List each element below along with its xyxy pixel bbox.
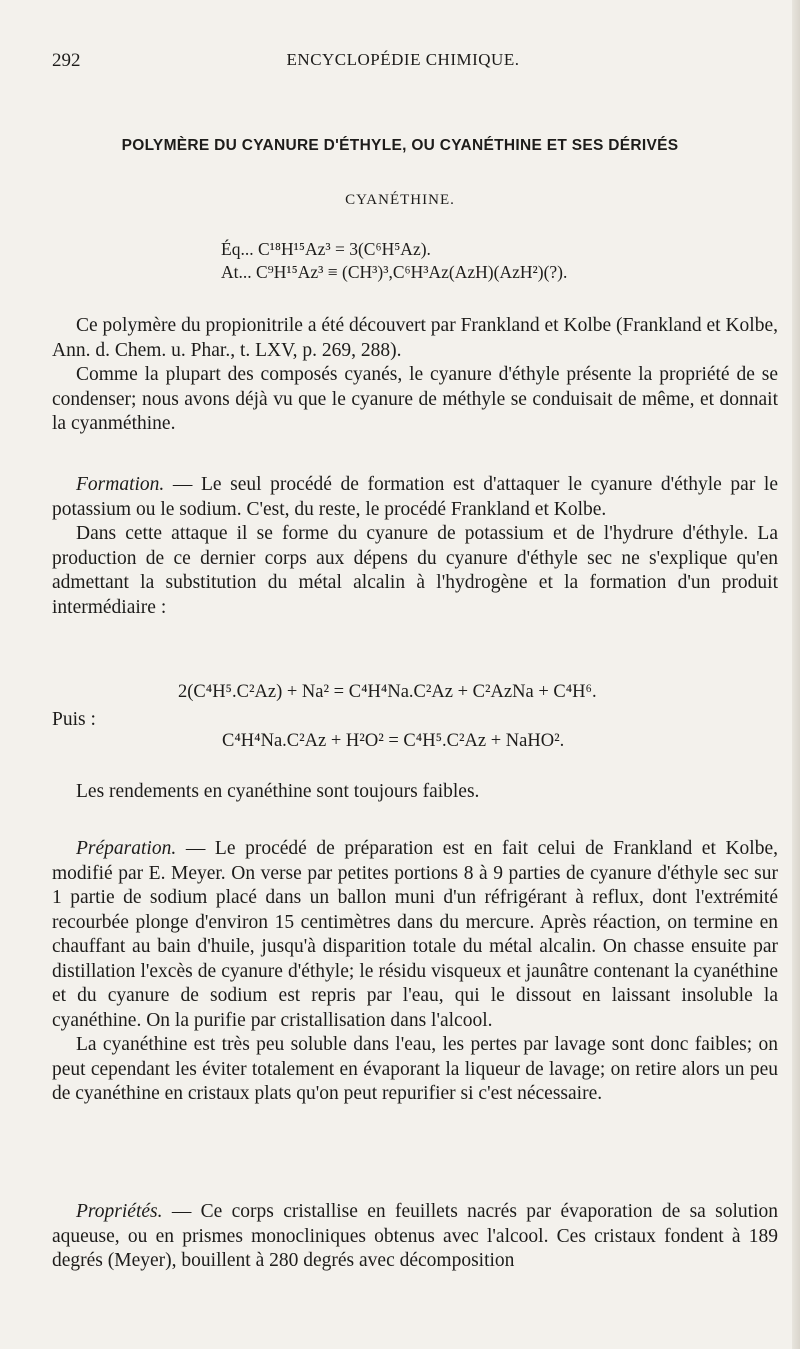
subtitle: CYANÉTHINE. — [345, 192, 455, 208]
formation-paragraph — [52, 473, 778, 522]
preparation-text: — Le procédé de préparation est en fait celui de Frankland et Kolbe, modifié par E. Meyer. On verse par petites portions 8 à 9 parties de cyanure d'éthyle sec sur 1 partie de sodium placé dans un ballon muni d'un réfrigérant à reflux, dont l'extrémité recourbée plonge d'environ 15 centimètres dans du mercure. Après réaction, on termine en chauffant au bain d'huile, jusqu'à disparition totale du métal alcalin. On chasse ensuite par distillation l'excès de cyanure d'éthyle; le résidu visqueux et jaunâtre contenant la cyanéthine et du cyanure de sodium est repris par l'eau, qui le dissout en laissant insoluble la cyanéthine. On la purifie par cristallisation dans l'alcool. — [52, 838, 778, 1031]
reaction-line-2: C⁴H⁴Na.C²Az + H²O² = C⁴H⁵.C²Az + NaHO². — [222, 731, 565, 751]
rendements-text — [52, 780, 778, 805]
reaction-line-1: 2(C⁴H⁵.C²Az) + Na² = C⁴H⁴Na.C²Az + C²AzNa + C⁴H⁶. — [178, 682, 597, 702]
formula-equivalent: Éq... C¹⁸H¹⁵Az³ = 3(C⁶H⁵Az). — [221, 239, 431, 259]
formation-lead: Formation. — [76, 474, 165, 495]
rendements-paragraph: Les rendements en cyanéthine sont toujours faibles. — [76, 781, 480, 802]
intro-text — [52, 314, 778, 437]
preparation-paragraph — [52, 837, 778, 1033]
preparation-paragraph-2: La cyanéthine est très peu soluble dans l'eau, les pertes par lavage sont donc faibles; on peut cependant les éviter totalement en évaporant la liqueur de lavage; on retire alors un peu de cyanéthine en cristaux plats qu'on peut repurifier si c'est nécessaire. — [52, 1034, 778, 1104]
proprietes-text: — Ce corps cristallise en feuillets nacrés par évaporation de sa solution aqueuse, ou en prismes monocliniques obtenus avec l'alcool. Ces cristaux fondent à 189 degrés (Meyer), bouillent à 280 degrés avec décomposition — [52, 1201, 778, 1271]
formation-text: — Le seul procédé de formation est d'attaquer le cyanure d'éthyle par le potassium ou le sodium. C'est, du reste, le procédé Frankland et Kolbe. — [52, 474, 778, 520]
formula-atomic: At... C⁹H¹⁵Az³ ≡ (CH³)³,C⁶H³Az(AzH)(AzH²)(?). — [221, 262, 568, 282]
running-title: ENCYCLOPÉDIE CHIMIQUE. — [286, 50, 520, 69]
formation-section — [52, 473, 778, 620]
proprietes-section — [52, 1200, 778, 1274]
page-number: 292 — [52, 50, 81, 71]
preparation-lead: Préparation. — [76, 838, 177, 859]
intro-paragraph-2: Comme la plupart des composés cyanés, le cyanure d'éthyle présente la propriété de se condenser; nous avons déjà vu que le cyanure de méthyle se conduisait de même, et donnait la cyanméthine. — [52, 364, 778, 434]
proprietes-lead: Propriétés. — [76, 1201, 163, 1222]
section-title: POLYMÈRE DU CYANURE D'ÉTHYLE, OU CYANÉTHINE ET SES DÉRIVÉS — [121, 137, 679, 154]
page-header — [52, 50, 754, 72]
preparation-section — [52, 837, 778, 1107]
intro-paragraph-1: Ce polymère du propionitrile a été découvert par Frankland et Kolbe (Frankland et Kolbe, Ann. d. Chem. u. Phar., t. LXV, p. 269, 288). — [52, 315, 778, 361]
proprietes-paragraph — [52, 1200, 778, 1274]
reaction-puis: Puis : — [52, 709, 96, 730]
formation-paragraph-2: Dans cette attaque il se forme du cyanure de potassium et de l'hydrure d'éthyle. La production de ce dernier corps aux dépens du cyanure d'éthyle sec ne s'explique qu'en admettant la substitution du métal alcalin à l'hydrogène et la formation d'un produit intermédiaire : — [52, 523, 778, 618]
